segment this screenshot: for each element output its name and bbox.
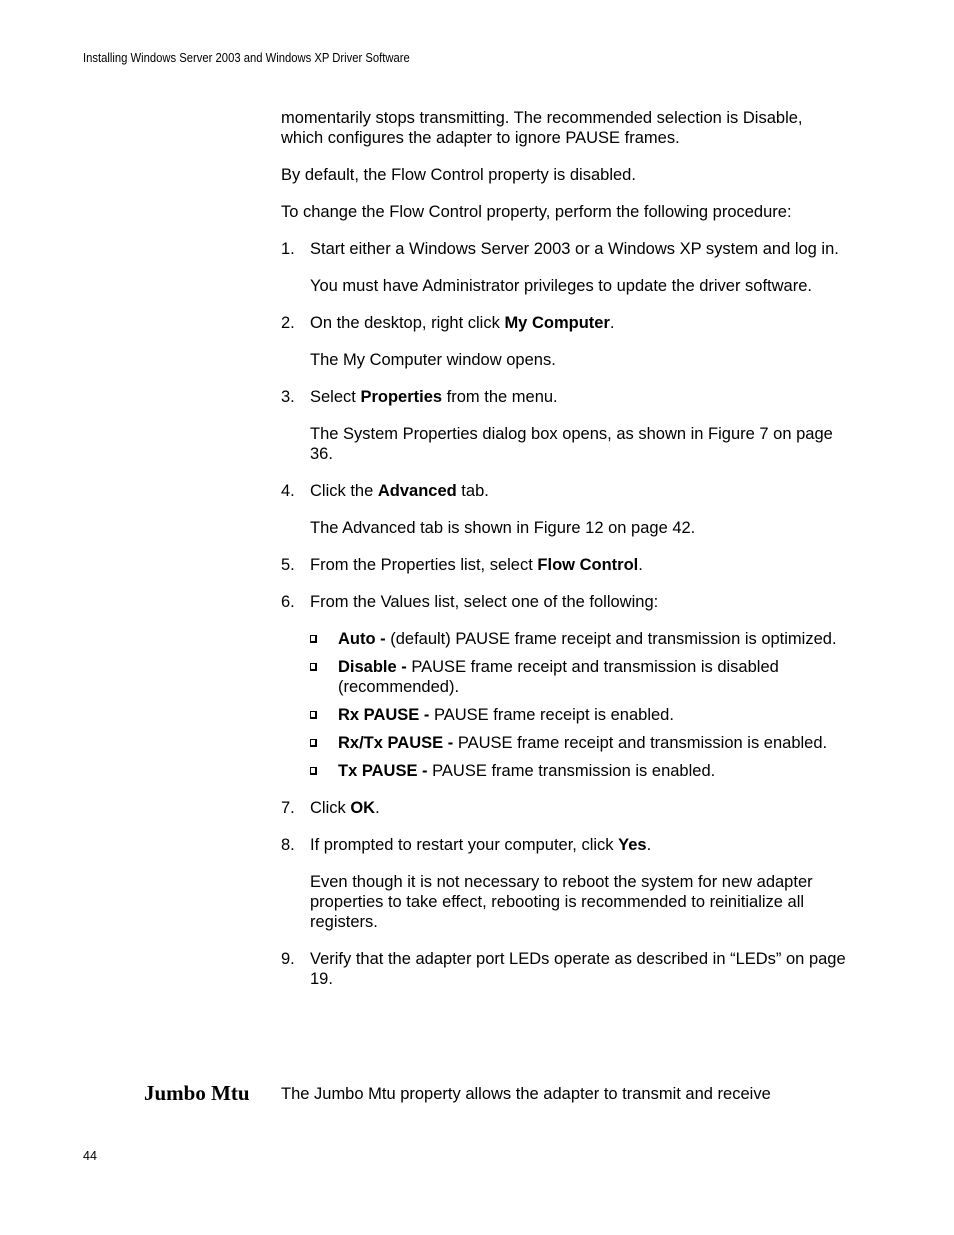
- step-number: 6.: [281, 593, 295, 611]
- step-number: 2.: [281, 314, 295, 332]
- step-ui-term: Flow Control: [537, 556, 639, 574]
- step-note: The System Properties dialog box opens, as shown in Figure 7 on page 36.: [310, 425, 833, 463]
- step-number: 5.: [281, 556, 295, 574]
- step-text: If prompted to restart your computer, click: [310, 836, 619, 854]
- step-text: Click: [310, 799, 351, 817]
- step-text-end: from the menu.: [442, 388, 558, 406]
- option-label: Disable -: [338, 658, 412, 676]
- step-ui-term: My Computer: [504, 314, 610, 332]
- step-5: [281, 555, 846, 575]
- step-1: [281, 239, 846, 259]
- option-text: PAUSE frame receipt is enabled.: [433, 706, 674, 724]
- section-intro-text: The Jumbo Mtu property allows the adapter to transmit and receive: [281, 1085, 771, 1103]
- step-text: From the Properties list, select: [310, 556, 538, 574]
- step-9: [281, 949, 846, 989]
- checkbox-bullet-icon: [310, 635, 317, 643]
- list-item: [310, 733, 846, 753]
- step-number: 8.: [281, 836, 295, 854]
- checkbox-bullet-icon: [310, 739, 317, 747]
- checkbox-bullet-icon: [310, 711, 317, 719]
- step-number: 7.: [281, 799, 295, 817]
- option-label: Auto -: [338, 630, 391, 648]
- step-4: [281, 481, 846, 501]
- main-content: [281, 108, 846, 1006]
- page-number: 44: [83, 1149, 97, 1163]
- section-heading: Jumbo Mtu: [144, 1081, 250, 1105]
- values-list: [281, 629, 846, 781]
- intro-paragraph-2: By default, the Flow Control property is disabled.: [281, 166, 636, 184]
- step-text-end: .: [638, 556, 643, 574]
- step-text: On the desktop, right click: [310, 314, 505, 332]
- step-number: 4.: [281, 482, 295, 500]
- step-7: [281, 798, 846, 818]
- option-text: PAUSE frame receipt and transmission is disabled (recommended).: [338, 658, 779, 696]
- list-item: [310, 705, 846, 725]
- step-text-end: .: [375, 799, 380, 817]
- step-text-end: tab.: [456, 482, 489, 500]
- option-label: Rx PAUSE -: [338, 706, 434, 724]
- step-note: The My Computer window opens.: [310, 351, 556, 369]
- step-ui-term: Properties: [360, 388, 443, 406]
- step-ui-term: Yes: [618, 836, 647, 854]
- step-number: 3.: [281, 388, 295, 406]
- step-note: You must have Administrator privileges to update the driver software.: [310, 277, 812, 295]
- step-text: Verify that the adapter port LEDs operate as described in “LEDs” on page 19.: [310, 950, 846, 988]
- step-text: Start either a Windows Server 2003 or a Windows XP system and log in.: [310, 240, 839, 258]
- list-item: [310, 657, 846, 697]
- checkbox-bullet-icon: [310, 663, 317, 671]
- step-number: 9.: [281, 950, 295, 968]
- checkbox-bullet-icon: [310, 767, 317, 775]
- option-text: (default) PAUSE frame receipt and transmission is optimized.: [390, 630, 837, 648]
- list-item: [310, 761, 846, 781]
- step-text-end: .: [646, 836, 652, 854]
- option-text: PAUSE frame receipt and transmission is enabled.: [457, 734, 828, 752]
- step-3: [281, 387, 846, 407]
- option-text: PAUSE frame transmission is enabled.: [432, 762, 716, 780]
- option-label: Tx PAUSE -: [338, 762, 433, 780]
- intro-paragraph-3: To change the Flow Control property, perform the following procedure:: [281, 203, 792, 221]
- step-number: 1.: [281, 240, 295, 258]
- step-6: [281, 592, 846, 612]
- step-text: Click the: [310, 482, 378, 500]
- step-text: From the Values list, select one of the following:: [310, 593, 659, 611]
- option-label: Rx/Tx PAUSE -: [338, 734, 458, 752]
- step-ui-term: Advanced: [377, 482, 457, 500]
- step-note: Even though it is not necessary to reboot the system for new adapter properties to take effect, rebooting is recommended to reinitialize all registers.: [310, 873, 813, 931]
- step-ui-term: OK: [350, 799, 376, 817]
- step-text: Select: [310, 388, 361, 406]
- list-item: [310, 629, 846, 649]
- running-header: Installing Windows Server 2003 and Windows XP Driver Software: [83, 51, 410, 65]
- step-note: The Advanced tab is shown in Figure 12 on page 42.: [310, 519, 696, 537]
- step-text-end: .: [609, 314, 615, 332]
- intro-paragraph-1: momentarily stops transmitting. The recommended selection is Disable, which configures the adapter to ignore PAUSE frames.: [281, 109, 803, 147]
- step-8: [281, 835, 846, 855]
- step-2: [281, 313, 846, 333]
